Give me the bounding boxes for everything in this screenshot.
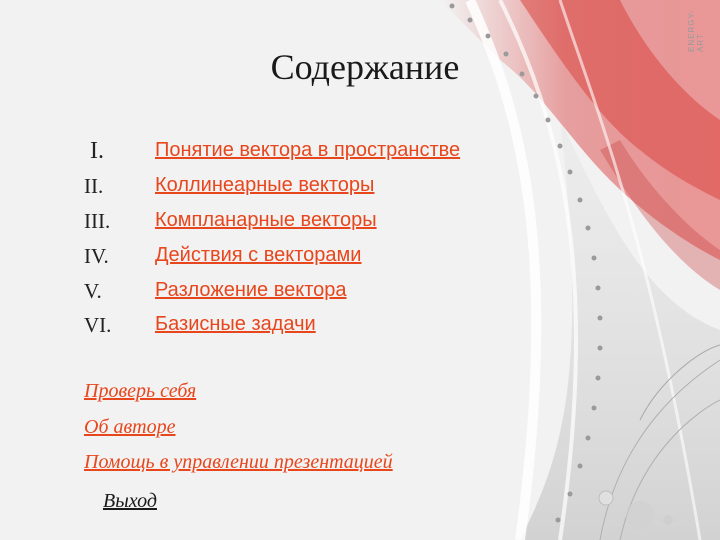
about-author-link[interactable]: Об авторе bbox=[84, 416, 176, 438]
exit-link[interactable]: Выход bbox=[103, 490, 157, 512]
toc-link-collinear-vectors[interactable]: Коллинеарные векторы bbox=[155, 174, 375, 196]
toc-number-2: II. bbox=[84, 174, 104, 198]
presentation-help-link[interactable]: Помощь в управлении презентацией bbox=[84, 451, 393, 473]
toc-link-basic-problems[interactable]: Базисные задачи bbox=[155, 313, 316, 335]
toc-number-5: V. bbox=[84, 279, 102, 303]
toc-number-6: VI. bbox=[84, 313, 112, 337]
slide-title: Содержание bbox=[270, 47, 460, 87]
toc-number-4: IV. bbox=[84, 244, 109, 268]
toc-link-coplanar-vectors[interactable]: Компланарные векторы bbox=[155, 209, 377, 231]
toc-link-vector-decomposition[interactable]: Разложение вектора bbox=[155, 279, 347, 301]
toc-link-vector-concept[interactable]: Понятие вектора в пространстве bbox=[155, 139, 461, 161]
toc-number-1: I. bbox=[90, 138, 104, 164]
brand-watermark: ENERGY-ART bbox=[687, 9, 705, 52]
toc-number-3: III. bbox=[84, 209, 111, 233]
toc-link-vector-operations[interactable]: Действия с векторами bbox=[155, 244, 362, 266]
self-check-link[interactable]: Проверь себя bbox=[84, 380, 197, 402]
